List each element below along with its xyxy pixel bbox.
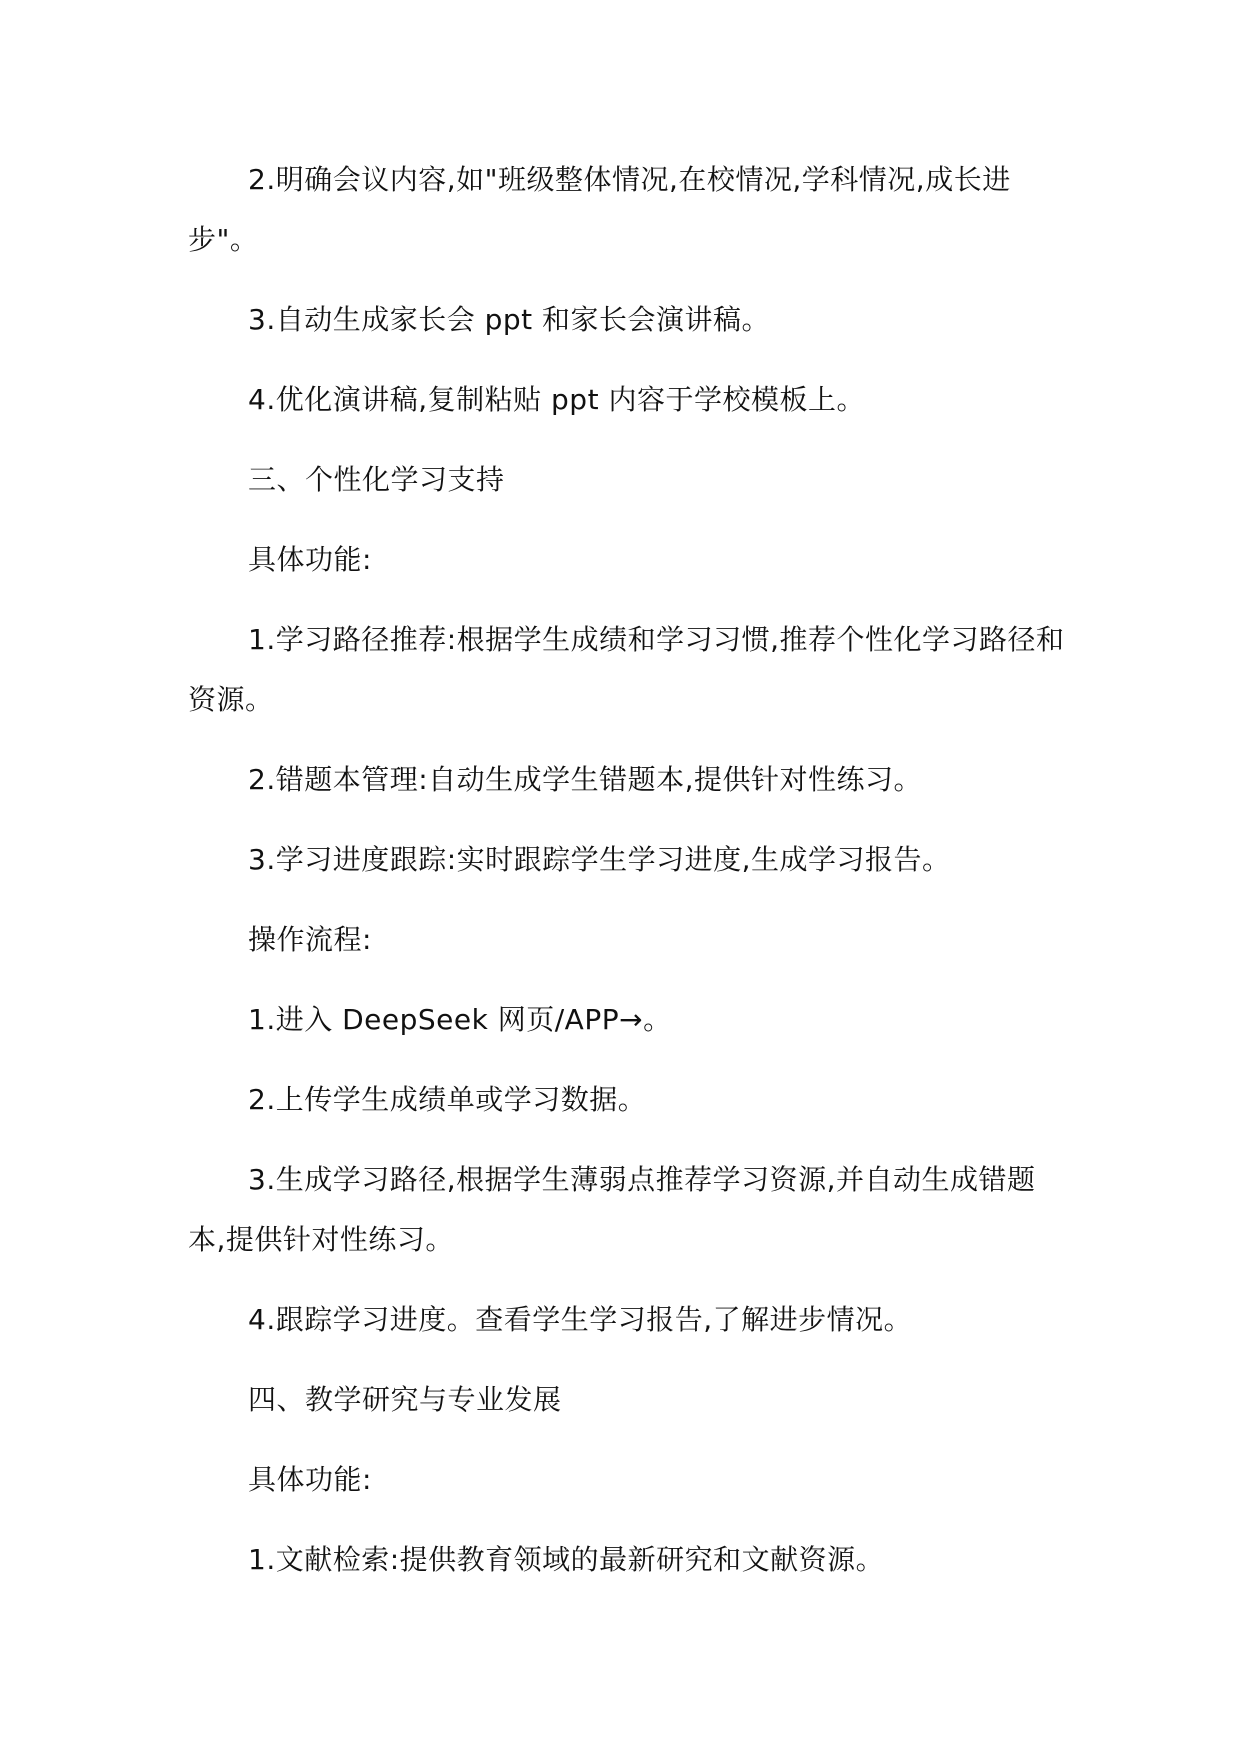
subheading-functions-2: 具体功能:	[248, 1463, 372, 1496]
paragraph-track-progress: 4.跟踪学习进度。查看学生学习报告,了解进步情况。	[248, 1303, 913, 1336]
paragraph-upload-data: 2.上传学生成绩单或学习数据。	[248, 1083, 647, 1116]
document-body	[188, 150, 1068, 1610]
paragraph-enter-deepseek: 1.进入 DeepSeek 网页/APP→。	[248, 1003, 672, 1036]
paragraph-learning-path: 1.学习路径推荐:根据学生成绩和学习习惯,推荐个性化学习路径和资源。	[188, 623, 1065, 716]
paragraph-generate-path: 3.生成学习路径,根据学生薄弱点推荐学习资源,并自动生成错题本,提供针对性练习。	[188, 1163, 1036, 1256]
paragraph-literature-search: 1.文献检索:提供教育领域的最新研究和文献资源。	[248, 1543, 885, 1576]
paragraph-progress-tracking: 3.学习进度跟踪:实时跟踪学生学习进度,生成学习报告。	[248, 843, 951, 876]
paragraph-error-book: 2.错题本管理:自动生成学生错题本,提供针对性练习。	[248, 763, 923, 796]
section-heading-personalized-learning: 三、个性化学习支持	[248, 463, 505, 496]
paragraph-meeting-content: 2.明确会议内容,如"班级整体情况,在校情况,学科情况,成长进步"。	[188, 163, 1011, 256]
subheading-functions: 具体功能:	[248, 543, 372, 576]
subheading-operation-flow: 操作流程:	[248, 923, 372, 956]
section-heading-teaching-research: 四、教学研究与专业发展	[248, 1383, 562, 1416]
paragraph-optimize-speech: 4.优化演讲稿,复制粘贴 ppt 内容于学校模板上。	[248, 383, 865, 416]
paragraph-auto-generate-ppt: 3.自动生成家长会 ppt 和家长会演讲稿。	[248, 303, 771, 336]
